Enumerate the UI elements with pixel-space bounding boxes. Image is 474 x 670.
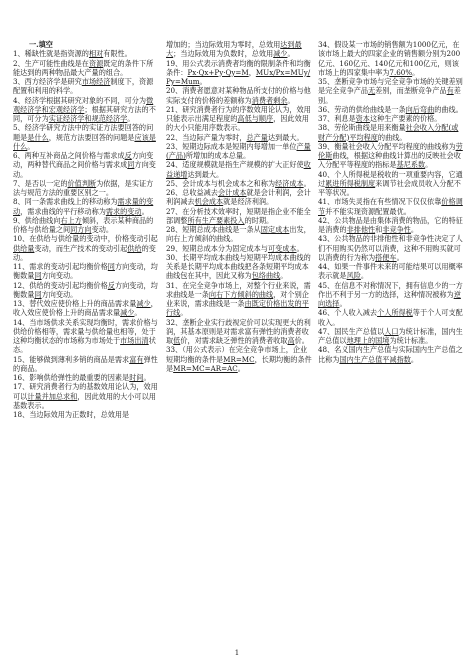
question-text: 。 bbox=[296, 243, 304, 253]
question-text: 4、经济学根据其研究对象的不同，可分为 bbox=[13, 95, 147, 105]
question-text: 弹性的商品。 bbox=[13, 354, 158, 373]
question-text: 42、公共物品是由集体消费的物品，它的特征是消费的 bbox=[318, 215, 463, 234]
question-text: 。 bbox=[127, 114, 135, 123]
question-text: 35、垄断竞争市场与完全竞争市场的关键差别是完全竞争产品 bbox=[318, 77, 463, 96]
answer-blank: 社会收入分配(或财产分配)平均程度 bbox=[318, 123, 459, 142]
question-text: 。 bbox=[141, 206, 149, 216]
question-item bbox=[318, 308, 464, 327]
question-text: 19、用公式表示消费者均衡的限制条件和均衡条件： bbox=[166, 58, 311, 77]
question-item bbox=[166, 160, 312, 179]
question-text: 45、在信息不对称情况下，拥有信息少的一方作出不利于另一方的选择，这种情况被称为 bbox=[318, 280, 463, 299]
question-text: 28、短期总成本曲线是一条从 bbox=[166, 225, 261, 234]
question-item bbox=[166, 244, 312, 253]
question-text: 倾斜，表示某种商品的价格与供给量之间 bbox=[13, 215, 154, 234]
answer-blank: 达到最大 bbox=[166, 40, 302, 59]
answer-blank: MUx/Px=MUy/Py=Mum bbox=[166, 67, 311, 86]
answer-blank: 产量(产品) bbox=[166, 141, 311, 160]
answer-blank: 逆向选择 bbox=[318, 289, 461, 308]
question-text: 。 bbox=[339, 299, 347, 308]
answer-blank: 市场出清 bbox=[120, 336, 149, 345]
question-text: ，对个别企业来说，需求曲线是一条 bbox=[166, 289, 309, 308]
question-text: 17、研究消费者行为的基数效用论认为，效用可以 bbox=[13, 382, 158, 401]
question-text: 2、生产可能性曲线是在 bbox=[13, 58, 89, 68]
answer-blank: 减少 bbox=[136, 299, 151, 308]
question-text: 3、西方经济学是研究 bbox=[13, 77, 82, 86]
question-item bbox=[166, 105, 312, 133]
answer-blank: 富有 bbox=[129, 354, 144, 364]
question-text: 15、能够做到薄利多销的商品是需求 bbox=[13, 354, 130, 364]
question-text: 。 bbox=[410, 225, 419, 234]
answer-blank: MR=MC=AR=AC bbox=[173, 363, 238, 373]
question-text: 9、供给曲线向 bbox=[13, 215, 61, 225]
question-text: 。 bbox=[134, 308, 142, 318]
answer-blank: 市场经济 bbox=[81, 77, 111, 86]
answer-blank: 减少 bbox=[120, 308, 135, 318]
answer-blank: 国内生产总值平减指数 bbox=[339, 354, 411, 364]
question-text: 26、总收益减去 bbox=[166, 188, 218, 197]
question-text: 22、当边际产量为零时， bbox=[166, 132, 247, 142]
question-text: 。 bbox=[425, 160, 433, 170]
answer-blank: 劳伦斯 bbox=[318, 141, 463, 160]
question-text: 就是会计利润，会计利润减去 bbox=[166, 188, 311, 207]
question-text: 8、同一条需求曲线上的移动称为 bbox=[13, 197, 118, 207]
answer-blank: 供给量 bbox=[13, 243, 35, 253]
question-item bbox=[13, 382, 159, 410]
question-text: 的变动。 bbox=[13, 243, 156, 262]
answer-blank: 消费者剩余 bbox=[251, 95, 288, 105]
question-item bbox=[318, 281, 464, 309]
answer-blank: 累进所得税制度 bbox=[325, 178, 376, 188]
question-text: 增加的；当边际效用为零时，总效用 bbox=[166, 40, 281, 49]
question-item bbox=[13, 151, 159, 179]
question-text: ；根据其研究方法的不同，可分为 bbox=[13, 104, 156, 123]
question-item bbox=[13, 281, 159, 300]
answer-blank: 同方向 bbox=[70, 225, 92, 234]
question-text: 制度下，资源配置和利用的科学。 bbox=[13, 77, 154, 96]
question-text: 方向变动，均衡数量 bbox=[13, 280, 158, 299]
question-item bbox=[166, 133, 312, 142]
question-text: 7、是否以一定的 bbox=[13, 178, 68, 188]
question-text: 为统计标准，国内生产总值以 bbox=[318, 326, 463, 345]
question-item bbox=[13, 216, 159, 235]
question-item bbox=[166, 40, 312, 59]
answer-blank: 需求的变动 bbox=[105, 206, 142, 216]
answer-blank: 会计成本 bbox=[217, 188, 247, 197]
question-item bbox=[166, 207, 312, 226]
question-text: 13、替代效应使价格上升的商品需求量 bbox=[13, 299, 137, 308]
question-text: 10、在供给与供给量的变动中，价格变动引起 bbox=[13, 234, 158, 244]
question-text: 18、当边际效用为正数时，总效用是 bbox=[13, 410, 130, 419]
question-text: ，需求曲线的平行移动称为 bbox=[20, 206, 106, 216]
question-item bbox=[13, 96, 159, 124]
answer-blank: 地理上的国境 bbox=[346, 336, 390, 345]
question-item bbox=[166, 253, 312, 281]
question-text: 就是经济利润。 bbox=[223, 197, 274, 207]
question-item bbox=[13, 197, 159, 216]
answer-blank: 所有生产要素投入 bbox=[187, 215, 245, 225]
answer-blank: 个人所得税 bbox=[377, 308, 413, 318]
question-text: 32、垄断企业实行歧视定价可以实现更大的利润，其基本原则是对需求富有弹性的消费者收取 bbox=[166, 317, 311, 345]
answer-blank: 时间 bbox=[129, 373, 144, 382]
question-item bbox=[318, 123, 464, 142]
question-text: 方向变动。 bbox=[13, 160, 156, 179]
answer-blank: 计量并加总求和 bbox=[27, 391, 78, 401]
answer-blank: 同 bbox=[107, 262, 115, 271]
question-text: 20、消费者愿意对某种物品所支付的价格与他实际支付的价格的差额称为 bbox=[166, 86, 311, 105]
answer-blank: 供给 bbox=[127, 243, 142, 253]
answer-blank: 减少 bbox=[273, 49, 288, 59]
question-text: 状态。 bbox=[13, 336, 156, 355]
text-column-2 bbox=[166, 40, 312, 373]
answer-blank: 无 bbox=[368, 86, 376, 96]
question-text: 1、稀缺性就是指资源的 bbox=[13, 49, 89, 59]
question-text: 。 bbox=[410, 354, 419, 364]
answer-blank: 反 bbox=[107, 280, 115, 290]
question-text: 27、在分析技术效率时，短期是指企业不能全部调整 bbox=[166, 206, 311, 225]
question-text: 达到最大。 bbox=[267, 132, 304, 142]
question-text: 34、假设某一市场的销售额为1000亿元，在该市场上最大的四家企业的销售额分别为200亿元、160亿元、140亿元和100亿元，则该市场上的四家集中率为 bbox=[318, 40, 461, 77]
question-text: 。 bbox=[237, 363, 245, 373]
answer-blank: 相对 bbox=[88, 49, 104, 59]
page-number: 1 bbox=[234, 649, 240, 657]
question-item bbox=[13, 234, 159, 262]
question-text: 12、供给的变动引起均衡价格 bbox=[13, 280, 108, 290]
question-item bbox=[13, 49, 159, 58]
answer-blank: 高 bbox=[287, 336, 295, 345]
question-text: 。 bbox=[199, 77, 207, 86]
question-text: ，长期均衡的条件是 bbox=[166, 354, 312, 373]
question-text: 21、研究消费者行为的序数效用论认为，效用只能表示出满足程度的 bbox=[166, 104, 311, 123]
question-text: 。 bbox=[287, 49, 295, 59]
question-text: 曲线，根据这种曲线计算出的反映社会收入分配平等程度的指标是 bbox=[318, 151, 461, 170]
question-text: 25、会计成本与机会成本之和称为 bbox=[166, 178, 276, 188]
question-text: 价，对需求缺乏弹性的消费者收取 bbox=[180, 336, 288, 345]
question-text: 和 bbox=[375, 225, 383, 234]
text-column-3 bbox=[318, 40, 464, 364]
question-item bbox=[318, 77, 464, 105]
question-text: 出发，向右上方倾斜的曲线。 bbox=[166, 225, 311, 244]
question-text: 。 bbox=[303, 178, 311, 188]
question-text: 5、经济学研究方法中的实证方法要回答的问题是 bbox=[13, 123, 154, 142]
question-text: 差别，而垄断竞争产品 bbox=[375, 86, 447, 96]
question-item bbox=[318, 170, 464, 198]
question-text: 。 bbox=[287, 95, 295, 105]
question-item bbox=[166, 179, 312, 188]
question-item bbox=[318, 234, 464, 262]
answer-blank: 基尼系数 bbox=[396, 160, 426, 170]
question-item bbox=[318, 142, 464, 170]
question-item bbox=[166, 281, 312, 318]
question-item bbox=[13, 179, 159, 198]
question-text: 11、需求的变动引起均衡价格 bbox=[13, 262, 108, 271]
question-text: 41、市场失灵指在有些情况下仅仅依靠 bbox=[318, 197, 442, 207]
answer-blank: 搭便车 bbox=[375, 252, 397, 262]
answer-blank: 包络曲线 bbox=[251, 271, 281, 281]
question-text: 变动。 bbox=[91, 225, 114, 234]
question-text: 。 bbox=[280, 271, 288, 281]
question-item bbox=[318, 262, 464, 281]
question-text: 为依据，是实证方法与规范方法的重要区别之一。 bbox=[13, 178, 154, 197]
question-text: 方向变动，两种替代商品之间价格与需求成 bbox=[13, 151, 154, 170]
question-item bbox=[13, 355, 159, 374]
question-text: 的曲线。 bbox=[434, 104, 463, 114]
question-item bbox=[166, 225, 312, 244]
question-text: 16、影响供给弹性的最重要的因素是 bbox=[13, 373, 130, 382]
answer-blank: 同 bbox=[34, 289, 42, 299]
answer-blank: 风险 bbox=[346, 271, 361, 281]
answer-blank: Px·Qx+Py·Qy=M bbox=[187, 67, 249, 77]
question-text: 差别。 bbox=[318, 86, 461, 105]
question-text: 所增加的成本总量。 bbox=[185, 151, 251, 160]
answer-blank: 可变成本 bbox=[267, 243, 297, 253]
question-text: 。 bbox=[360, 271, 369, 281]
question-item bbox=[318, 197, 464, 216]
question-text: 48、名义国内生产总值与实际国内生产总值之比称为 bbox=[318, 345, 463, 364]
question-text: ， bbox=[248, 67, 256, 77]
answer-blank: 固定成本 bbox=[260, 225, 290, 234]
answer-blank: 资本 bbox=[355, 114, 370, 123]
question-text: 来调节社会成员收入分配不平等状况。 bbox=[318, 178, 461, 197]
question-text: 方向变动。 bbox=[41, 289, 78, 299]
question-text: 的时期。 bbox=[244, 215, 274, 225]
question-text: 。 bbox=[180, 308, 188, 318]
question-text: 变动，而生产技术的变动引起 bbox=[34, 243, 128, 253]
question-text: 39、衡量社会收入分配平均程度的曲线称为 bbox=[318, 141, 456, 151]
answer-blank: 反 bbox=[124, 151, 132, 160]
question-text: 40、个人所得税是税收的一项重要内容，它通过 bbox=[318, 169, 463, 188]
question-text: 24、适度规模就是指生产规模的扩大正好使 bbox=[166, 160, 304, 170]
question-text: 14、当市场供求关系实现均衡时，需求价格与供给价格相等，需求量与供给量也相等，处于这种均衡状态的市场称为市场处于 bbox=[13, 317, 158, 345]
question-text: 6、两种互补商品之间价格与需求成 bbox=[13, 151, 125, 160]
question-item bbox=[166, 59, 312, 87]
answer-blank: 应该是什么 bbox=[13, 132, 156, 151]
question-item bbox=[318, 114, 464, 123]
question-text: 。 bbox=[412, 67, 420, 77]
answer-blank: 向右下方倾斜的曲线 bbox=[208, 289, 274, 299]
answer-blank: 机会成本 bbox=[194, 197, 224, 207]
question-text: 37、利息是 bbox=[318, 114, 356, 123]
question-text: 为统计标准。 bbox=[389, 336, 433, 345]
question-text: 38、劳伦斯曲线是用来衡量 bbox=[318, 123, 406, 133]
question-item bbox=[13, 373, 159, 382]
question-text: 47、国民生产总值以 bbox=[318, 326, 385, 336]
question-text: 43、公共物品的非排他性和非竞争性决定了人们不用购买仍然可以消费，这种不用购买就可以消费的行为称为 bbox=[318, 234, 463, 262]
question-text: 44、如果一件事件未来的可能结果可以用概率表示就是 bbox=[318, 262, 463, 281]
question-item bbox=[318, 216, 464, 235]
question-text: 23、短期边际成本是短期内每增加一单位 bbox=[166, 141, 297, 151]
question-text: 29、短期总成本分为固定成本与 bbox=[166, 243, 268, 253]
question-text: ；当边际效用为负数时，总效用 bbox=[173, 49, 274, 59]
text-column-1 bbox=[13, 40, 159, 419]
question-text: 方向变动，均衡数量 bbox=[13, 262, 158, 281]
question-item bbox=[166, 188, 312, 207]
question-item bbox=[13, 262, 159, 281]
question-text: 等于个人可支配收入。 bbox=[318, 308, 463, 327]
answer-blank: 是什么 bbox=[27, 132, 49, 142]
answer-blank: 价格调节 bbox=[318, 197, 463, 216]
section-title: 一.填空 bbox=[29, 40, 53, 49]
question-item bbox=[13, 59, 159, 78]
answer-blank: 非竞争性 bbox=[382, 225, 411, 234]
answer-blank: 需求量的变动 bbox=[13, 197, 154, 216]
answer-blank: 价值判断 bbox=[67, 178, 97, 188]
question-text: 价。 bbox=[294, 336, 309, 345]
answer-blank: 7.60% bbox=[389, 67, 413, 77]
question-text: 既定的条件下所能达到的两种物品最大产量的组合。 bbox=[13, 58, 154, 77]
answer-blank: 微观经济学和宏观经济学 bbox=[13, 95, 154, 114]
question-text: ，因此效用的大小只能用序数表示。 bbox=[166, 114, 309, 133]
answer-blank: 低 bbox=[173, 336, 181, 345]
question-item bbox=[13, 123, 159, 151]
question-text: 36、劳动的供给曲线是一条 bbox=[318, 104, 406, 114]
question-item bbox=[13, 77, 159, 96]
answer-blank: 经济成本 bbox=[275, 178, 304, 188]
question-item bbox=[166, 86, 312, 105]
question-text: 的曲线。 bbox=[377, 132, 407, 142]
question-item bbox=[166, 345, 312, 373]
question-text: 46、个人收入减去 bbox=[318, 308, 378, 318]
question-text: 这种生产要素的价格。 bbox=[369, 114, 442, 123]
question-text: ，规范方法要回答的问题是 bbox=[48, 132, 135, 142]
answer-blank: MR=MC bbox=[223, 354, 255, 364]
question-text: 。 bbox=[143, 373, 151, 382]
question-text: 。 bbox=[27, 141, 35, 151]
answer-blank: 同 bbox=[34, 271, 42, 281]
question-text: 31、在完全竞争市场上，对整个行业来说，需求曲线是一条 bbox=[166, 280, 311, 299]
answer-blank: 总产量 bbox=[246, 132, 268, 142]
answer-blank: 向后弯曲 bbox=[405, 104, 435, 114]
question-item bbox=[13, 299, 159, 318]
question-item bbox=[318, 327, 464, 346]
answer-blank: 高低与顺序 bbox=[237, 114, 274, 123]
question-text: 30、长期平均成本曲线与短期平均成本曲线的关系是长期平均成本曲线把各条短期平均成本曲线包在其中，因此又称为 bbox=[166, 252, 311, 281]
question-item bbox=[13, 318, 159, 355]
question-item bbox=[318, 105, 464, 114]
answer-blank: 收益递增 bbox=[166, 160, 311, 179]
question-item bbox=[166, 142, 312, 161]
answer-blank: 人口 bbox=[384, 326, 399, 336]
answer-blank: 非排他性 bbox=[346, 225, 376, 234]
answer-blank: 由既定价格出发的平行线 bbox=[166, 299, 309, 318]
question-item bbox=[13, 410, 159, 419]
question-text: 有限性。 bbox=[103, 49, 132, 59]
question-text: 方向变动。 bbox=[41, 271, 78, 281]
question-item bbox=[318, 40, 464, 77]
answer-blank: 实证经济学和规范经济学 bbox=[48, 114, 128, 123]
question-item bbox=[166, 318, 312, 346]
question-item bbox=[318, 345, 464, 364]
answer-blank: 有 bbox=[446, 86, 454, 96]
answer-blank: 资源 bbox=[88, 58, 104, 68]
question-text: 并不能实现资源配置最优。 bbox=[325, 206, 411, 216]
question-text: 。 bbox=[396, 252, 404, 262]
question-text: ，收入效应使价格上升的商品需求量 bbox=[13, 299, 158, 318]
question-text: 33、（用公式表示）在完全竞争市场上，企业短期均衡的条件是 bbox=[166, 345, 308, 364]
answer-blank: 右上方 bbox=[60, 215, 82, 225]
question-text: ，因此效用的大小可以用基数表示。 bbox=[13, 391, 156, 410]
question-text: 达到最大。 bbox=[187, 169, 224, 179]
answer-blank: 同 bbox=[127, 160, 135, 170]
